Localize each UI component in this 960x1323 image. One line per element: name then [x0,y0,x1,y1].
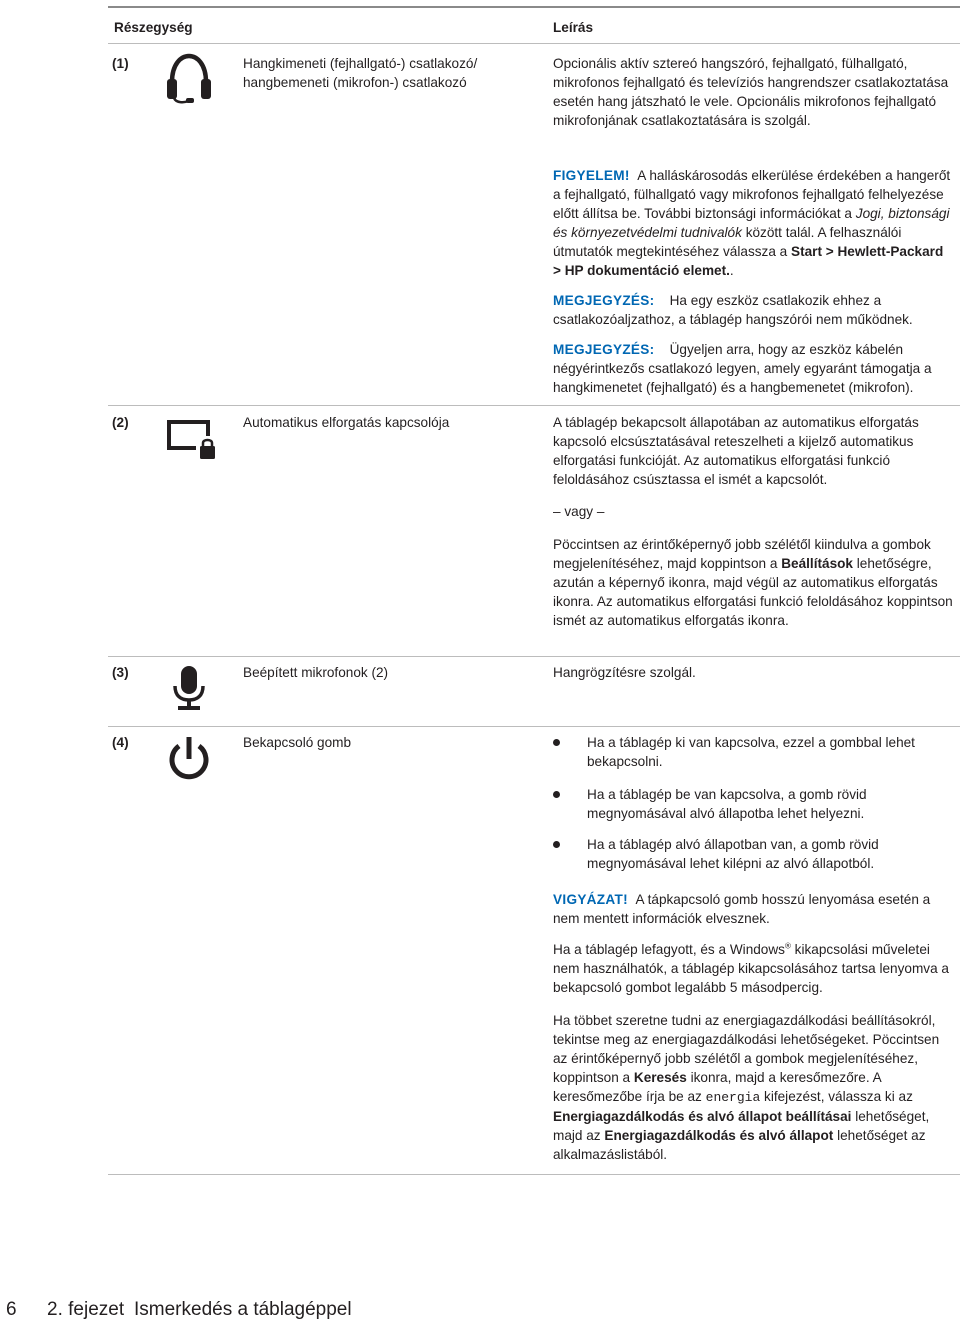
menu-path: Start > Hewlett-Packard > HP dokumentáció elemet. [553,244,944,278]
caution-text: A tápkapcsoló gomb hosszú lenyomása esetén a nem mentett információk elvesznek. [553,892,931,926]
description: A táblagép bekapcsolt állapotában az automatikus elforgatás kapcsoló elcsúsztatásával reteszelheti a kijelző automatikus elforgatási funkcióját. Az automatikus elforgatási funkció feloldásához csúsztassa el ismét a kapcsolót. [553,415,919,487]
row-rule [108,405,960,406]
headset-icon [164,52,214,106]
row-number: (2) [112,415,129,430]
description-text: Ha többet szeretne tudni az energiagazdálkodási beállításokról, tekintse meg az energiagazdálkodási lehetőségeket. Pöccintsen az érintőképernyő jobb szélétől a gombok megjelenítéséhez, koppintson a [553,1013,940,1085]
caution-label: VIGYÁZAT! [553,892,628,907]
description-text: kifejezést, válassza ki az [764,1089,913,1104]
note-block [553,340,953,397]
part-name: Bekapcsoló gomb [243,735,352,750]
page-number: 6 [6,1299,17,1320]
table-bottom-rule [108,1174,960,1175]
description: Opcionális aktív sztereó hangszóró, fejhallgató, fülhallgató, mikrofonos fejhallgató és televíziós hangrendszer csatlakoztatása esetén hang játszható le vele. Opcionális mikrofonos fejhallgató mikrofonjának csatlakoztatására is szolgál. [553,56,949,128]
search-term: Keresés [633,1070,687,1085]
rotation-lock-icon [164,414,218,462]
row-number: (4) [112,735,129,750]
description-text: lehetőséget az alkalmazáslistából. [553,1128,926,1162]
description-text: ikonra, majd a keresőmezőre. A keresőmezőbe írja be az [553,1070,881,1104]
warning-end: . [729,263,734,278]
list-item [553,785,953,823]
table-top-rule [108,6,960,8]
settings-option: Energiagazdálkodás és alvó állapot beállításai [553,1109,852,1124]
microphone-icon [164,664,214,712]
description-text: lehetőségre, azután a képernyő ikonra, majd végül az automatikus elforgatás ikonra. Az automatikus elforgatási funkció feloldásához koppintson ismét az automatikus elforgatás ikonra. [553,556,953,628]
part-name: Beépített mikrofonok (2) [243,665,389,680]
note-block [553,291,953,329]
warning-text-2: között talál. A felhasználói útmutatók megtekintéséhez válassza a [553,225,902,259]
list-item-text: Ha a táblagép alvó állapotban van, a gomb rövid megnyomásával lehet kilépni az alvó állapotból. [587,837,879,871]
row-number: (3) [112,665,129,680]
bullet-dot [553,791,560,798]
list-item-text: Ha a táblagép be van kapcsolva, a gomb rövid megnyomásával alvó állapotba lehet helyezni. [587,787,867,821]
note-text: Ügyeljen arra, hogy az eszköz kábelén négyérintkezős csatlakozó legyen, amely egyaránt támogatja a hangkimenetet (fejhallgató) és a hangbemenetet (mikrofon). [553,342,932,395]
warning-label: FIGYELEM! [553,168,630,183]
description-text: lehetőséget, majd az [553,1109,930,1143]
note-text: Ha egy eszköz csatlakozik ehhez a csatlakozóaljzathoz, a táblagép hangszórói nem működnek. [553,293,913,327]
description [553,940,953,997]
description-text: kikapcsolási műveletei nem használhatók, a táblagép kikapcsolásához tartsa lenyomva a bekapcsoló gombot legalább 5 másodpercig. [553,942,949,995]
part-name: Hangkimeneti (fejhallgató-) csatlakozó/ hangbemeneti (mikrofon-) csatlakozó [243,56,478,90]
document-title: Jogi, biztonsági és környezetvédelmi tudnivalók [553,206,950,240]
chapter-title: Ismerkedés a táblagéppel [134,1299,352,1320]
row-number: (1) [112,56,129,71]
settings-term: Beállítások [781,556,853,571]
list-item [553,733,953,771]
description-text: Ha a táblagép lefagyott, és a Windows [553,942,785,957]
description-text: Pöccintsen az érintőképernyő jobb szélétől kiindulva a gombok megjelenítéséhez, majd koppintson a [553,537,931,571]
list-item-text: Ha a táblagép ki van kapcsolva, ezzel a gombbal lehet bekapcsolni. [587,735,915,769]
part-name: Automatikus elforgatás kapcsolója [243,415,450,430]
settings-option: Energiagazdálkodás és alvó állapot [604,1128,834,1143]
header-description: Leírás [553,20,594,35]
caution-block [553,890,953,928]
description: Hangrögzítésre szolgál. [553,665,696,680]
description-alt [553,535,953,630]
row-rule [108,726,960,727]
header-part: Részegység [114,20,193,35]
chapter-label: 2. fejezet [47,1299,125,1320]
row-rule [108,656,960,657]
description [553,1011,953,1164]
header-rule [108,43,960,44]
warning-text: A halláskárosodás elkerülése érdekében a hangerőt a fejhallgató, fülhallgató vagy mikrofonos fejhallgató felhelyezése előtt állítsa be. További biztonsági információkat a [553,168,951,221]
note-label: MEGJEGYZÉS: [553,342,655,357]
typed-keyword: energia [705,1090,761,1105]
warning-block [553,166,953,280]
registered-mark: ® [784,941,791,951]
list-item [553,835,953,873]
bullet-dot [553,841,560,848]
or-separator: – vagy – [553,504,605,519]
bullet-dot [553,739,560,746]
power-icon [164,734,214,784]
note-label: MEGJEGYZÉS: [553,293,655,308]
